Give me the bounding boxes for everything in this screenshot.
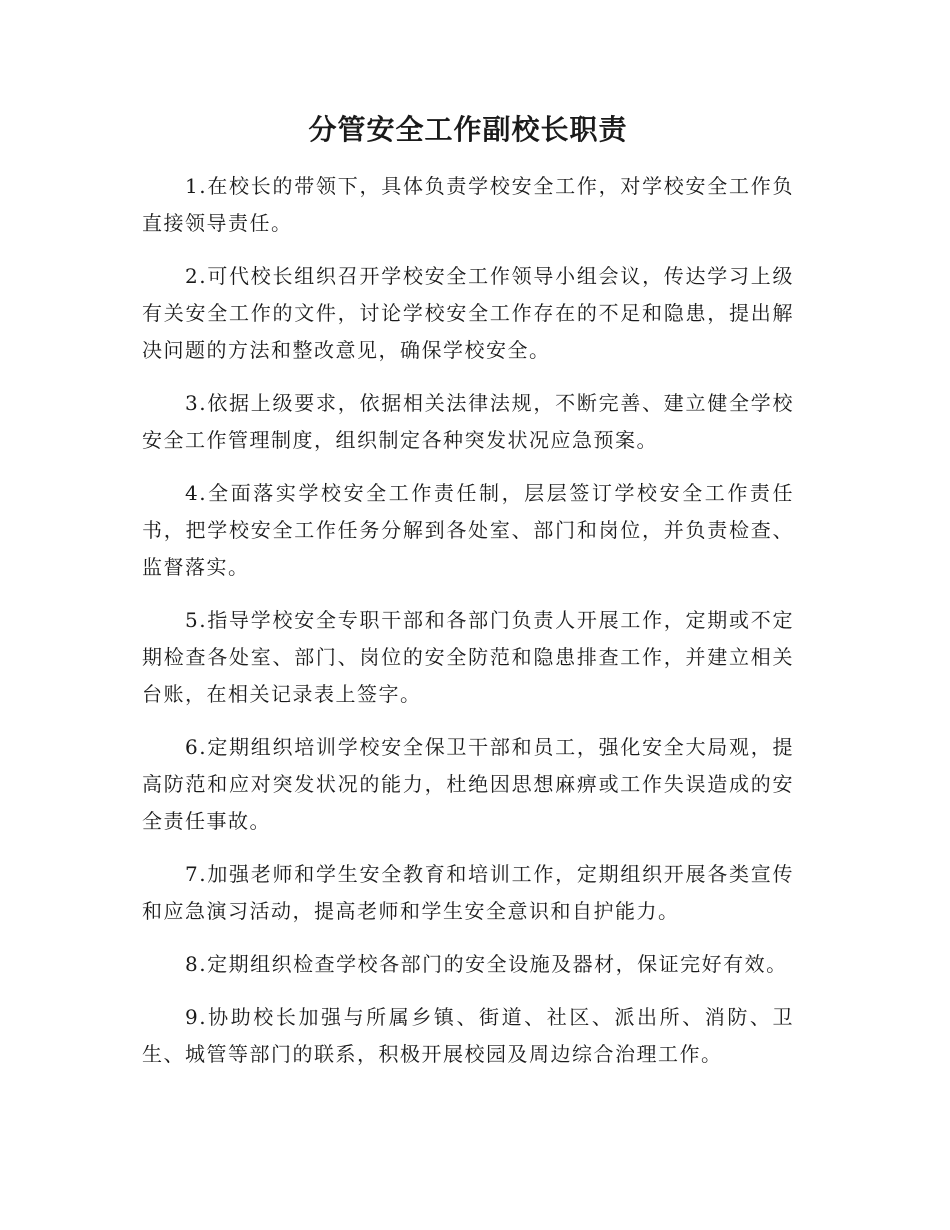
paragraph-1: 1.在校长的带领下，具体负责学校安全工作，对学校安全工作负直接领导责任。 (142, 174, 794, 235)
paragraph-5: 5.指导学校安全专职干部和各部门负责人开展工作，定期或不定期检查各处室、部门、岗位的安全防范和隐患排查工作，并建立相关台账，在相关记录表上签字。 (142, 608, 794, 706)
document-title: 分管安全工作副校长职责 (308, 113, 628, 146)
paragraph-8: 8.定期组织检查学校各部门的安全设施及器材，保证完好有效。 (185, 952, 788, 976)
paragraph-6: 6.定期组织培训学校安全保卫干部和员工，强化安全大局观，提高防范和应对突发状况的能力，杜绝因思想麻痹或工作失误造成的安全责任事故。 (142, 735, 794, 833)
paragraph-4: 4.全面落实学校安全工作责任制，层层签订学校安全工作责任书，把学校安全工作任务分解到各处室、部门和岗位，并负责检查、监督落实。 (142, 481, 794, 579)
paragraph-9: 9.协助校长加强与所属乡镇、街道、社区、派出所、消防、卫生、城管等部门的联系，积极开展校园及周边综合治理工作。 (142, 1005, 794, 1066)
paragraph-2: 2.可代校长组织召开学校安全工作领导小组会议，传达学习上级有关安全工作的文件，讨论学校安全工作存在的不足和隐患，提出解决问题的方法和整改意见，确保学校安全。 (142, 264, 794, 362)
paragraph-7: 7.加强老师和学生安全教育和培训工作，定期组织开展各类宣传和应急演习活动，提高老师和学生安全意识和自护能力。 (142, 862, 794, 923)
document-page (142, 110, 794, 1089)
paragraph-3: 3.依据上级要求，依据相关法律法规，不断完善、建立健全学校安全工作管理制度，组织制定各种突发状况应急预案。 (142, 391, 794, 452)
